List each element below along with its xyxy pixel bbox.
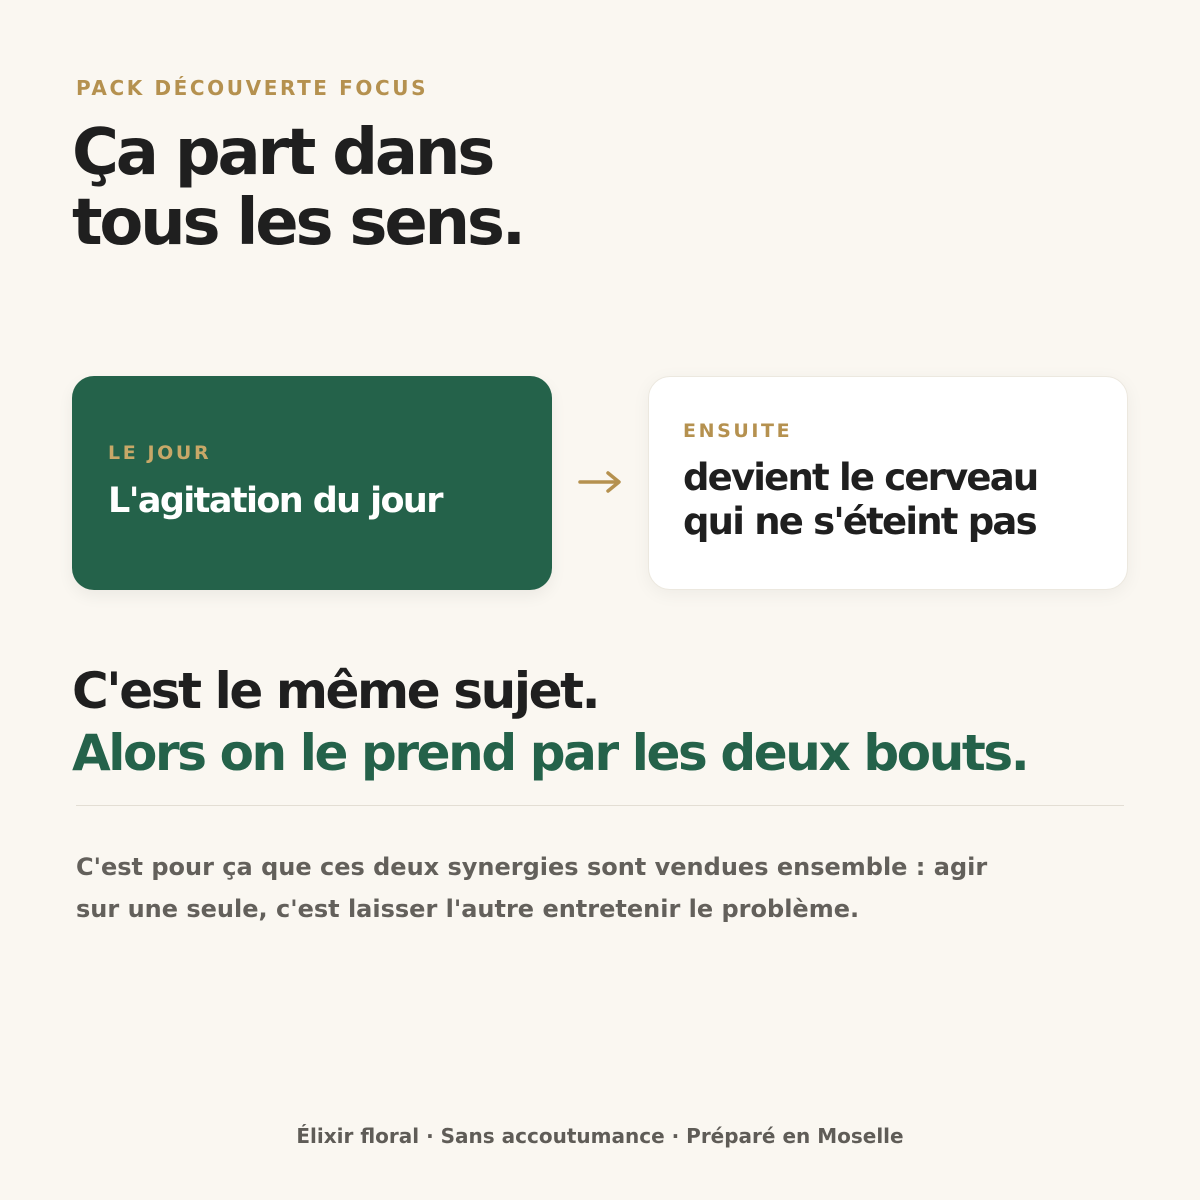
- card-day-text: L'agitation du jour: [108, 481, 442, 521]
- headline-line-1: Ça part dans: [72, 116, 493, 190]
- headline: [72, 118, 672, 258]
- card-then-tag: ENSUITE: [683, 420, 793, 442]
- divider: [76, 805, 1124, 806]
- headline-line-2: tous les sens.: [72, 186, 523, 260]
- card-then: [648, 376, 1128, 590]
- card-day: [72, 376, 552, 590]
- body-line-1: C'est pour ça que ces deux synergies sont vendues ensemble : agir: [76, 853, 988, 881]
- card-then-line-1: devient le cerveau: [683, 456, 1038, 499]
- statement: [72, 660, 1027, 784]
- card-day-tag: LE JOUR: [108, 442, 212, 464]
- eyebrow-label: PACK DÉCOUVERTE FOCUS: [76, 76, 429, 100]
- card-then-text: [683, 456, 1097, 544]
- body-line-2: sur une seule, c'est laisser l'autre entretenir le problème.: [76, 895, 860, 923]
- statement-line-2: Alors on le prend par les deux bouts.: [72, 724, 1028, 782]
- card-then-line-2: qui ne s'éteint pas: [683, 500, 1036, 543]
- arrow-right-icon: [578, 466, 624, 498]
- footer-tagline: Élixir floral · Sans accoutumance · Préparé en Moselle: [296, 1124, 904, 1148]
- statement-line-1: C'est le même sujet.: [72, 662, 599, 720]
- body-copy: [76, 846, 1066, 930]
